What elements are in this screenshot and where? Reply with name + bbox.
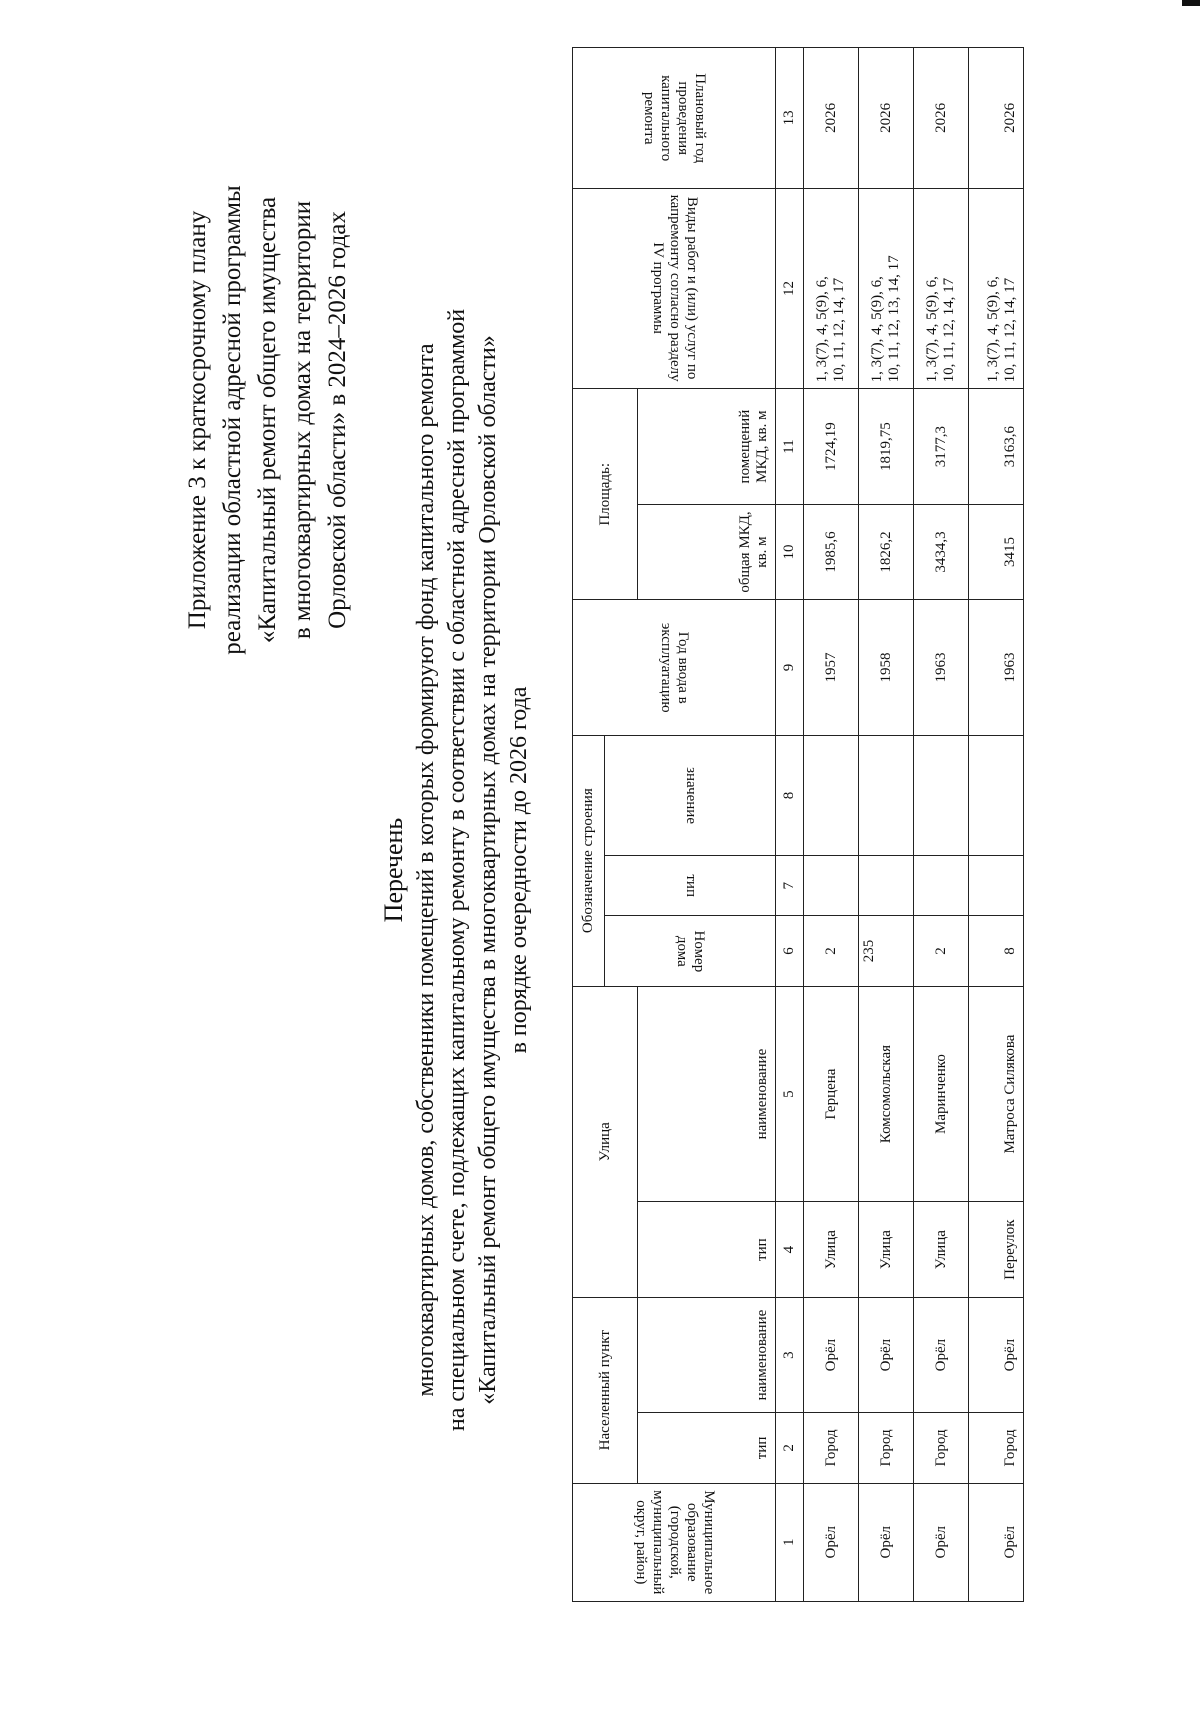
appendix-line: «Капитальный ремонт общего имущества [254,196,281,644]
header-house-number: Номер дома [605,916,776,986]
column-number: 5 [776,986,804,1202]
appendix-line: Приложение 3 к краткосрочному плану [184,210,211,630]
table-row [969,48,1024,1602]
column-number: 2 [776,1413,804,1483]
cell-street-type: Переулок [969,1202,1024,1297]
cell-house-number: 235 [859,916,914,986]
cell-street-type: Улица [859,1202,914,1297]
column-number: 3 [776,1297,804,1412]
cell-municipality: Орёл [859,1483,914,1601]
cell-house-number: 2 [914,916,969,986]
cell-settlement-type: Город [804,1413,859,1483]
cell-area-total: 3415 [969,504,1024,599]
header-area-total: общая МКД, кв. м [638,504,776,599]
column-number: 1 [776,1483,804,1601]
cell-municipality: Орёл [969,1483,1024,1601]
document-heading [378,90,535,1650]
document-title: Перечень [379,817,408,923]
cell-year: 1958 [859,600,914,736]
cell-municipality: Орёл [914,1483,969,1601]
column-number: 6 [776,916,804,986]
subtitle-line: многоквартирных домов, собственники помещений в которых формируют фонд капитального ремонта [413,343,439,1397]
cell-area-premises: 3177,3 [914,389,969,504]
cell-year: 1957 [804,600,859,736]
header-settlement: Населенный пункт [573,1297,638,1483]
cell-house-number: 2 [804,916,859,986]
cell-works [969,188,1024,389]
cell-area-total: 1826,2 [859,504,914,599]
header-street: Улица [573,986,638,1297]
cell-building-type [914,856,969,916]
cell-works [914,188,969,389]
column-number: 7 [776,856,804,916]
table-row [914,48,969,1602]
column-number: 12 [776,188,804,389]
header-area: Площадь: [573,389,638,600]
works-line: 1, 3(7), 4, 5(9), 6, [814,276,830,383]
cell-works [804,188,859,389]
cell-year: 1963 [969,600,1024,736]
cell-street-name: Комсомольская [859,986,914,1202]
column-numbers-row [776,48,804,1602]
works-line: 1, 3(7), 4, 5(9), 6, [869,276,885,383]
appendix-line: Орловской области» в 2024–2026 годах [324,211,351,629]
appendix-note [180,140,355,700]
cell-building-value [969,735,1024,855]
works-line: 10, 11, 12, 14, 17 [941,277,957,383]
cell-house-number: 8 [969,916,1024,986]
header-settlement-type: тип [638,1413,776,1483]
header-area-premises: помещений МКД, кв. м [638,389,776,504]
cell-year: 1963 [914,600,969,736]
column-number: 9 [776,600,804,736]
cell-building-value [804,735,859,855]
works-line: 1, 3(7), 4, 5(9), 6, [985,276,1001,383]
cell-municipality: Орёл [804,1483,859,1601]
works-line: 10, 11, 12, 13, 14, 17 [886,255,902,383]
cell-planned-year: 2026 [969,48,1024,189]
cell-settlement-type: Город [914,1413,969,1483]
header-street-type: тип [638,1202,776,1297]
header-street-name: наименование [638,986,776,1202]
cell-area-premises: 3163,6 [969,389,1024,504]
cell-settlement-name: Орёл [969,1297,1024,1412]
column-number: 8 [776,735,804,855]
cell-planned-year: 2026 [804,48,859,189]
works-line: 10, 11, 12, 14, 17 [831,277,847,383]
cell-settlement-name: Орёл [804,1297,859,1412]
table-row [859,48,914,1602]
cell-area-total: 1985,6 [804,504,859,599]
header-building-designation: Обозначение строения [573,735,605,986]
cell-street-type: Улица [914,1202,969,1297]
header-building-value: значение [605,735,776,855]
cell-building-type [859,856,914,916]
cell-area-premises: 1819,75 [859,389,914,504]
cell-planned-year: 2026 [914,48,969,189]
subtitle-line: в порядке очередности до 2026 года [506,686,532,1054]
subtitle-line: «Капитальный ремонт общего имущества в многоквартирных домах на территории Орловской области» [475,335,501,1405]
header-year: Год ввода в эксплуатацию [573,600,776,736]
cell-building-type [969,856,1024,916]
cell-settlement-name: Орёл [859,1297,914,1412]
cell-street-name: Маринченко [914,986,969,1202]
appendix-line: в многоквартирных домах на территории [289,200,316,640]
column-number: 4 [776,1202,804,1297]
cell-area-premises: 1724,19 [804,389,859,504]
cell-works [859,188,914,389]
appendix-line: реализации областной адресной программы [219,185,246,655]
cell-street-type: Улица [804,1202,859,1297]
header-settlement-name: наименование [638,1297,776,1412]
cell-settlement-name: Орёл [914,1297,969,1412]
works-line: 1, 3(7), 4, 5(9), 6, [924,276,940,383]
header-planned-year: Плановый год проведения капитального ремонта [573,48,776,189]
cell-area-total: 3434,3 [914,504,969,599]
column-number: 11 [776,389,804,504]
cell-settlement-type: Город [969,1413,1024,1483]
column-number: 10 [776,504,804,599]
cell-building-value [859,735,914,855]
header-municipality: Муниципальное образование (городской, муниципальный округ, район) [573,1483,776,1601]
cell-planned-year: 2026 [859,48,914,189]
cell-building-value [914,735,969,855]
cell-street-name: Матроса Силякова [969,986,1024,1202]
houses-table [572,47,1024,1602]
cell-street-name: Герцена [804,986,859,1202]
header-works: Виды работ и (или) услуг по капремонту согласно разделу IV программы [573,188,776,389]
works-line: 10, 11, 12, 14, 17 [1002,277,1018,383]
cell-building-type [804,856,859,916]
header-building-type: тип [605,856,776,916]
column-number: 13 [776,48,804,189]
subtitle-line: на специальном счете, подлежащих капитальному ремонту в соответствии с областной адресной программой [444,308,470,1432]
table-row [804,48,859,1602]
cell-settlement-type: Город [859,1413,914,1483]
